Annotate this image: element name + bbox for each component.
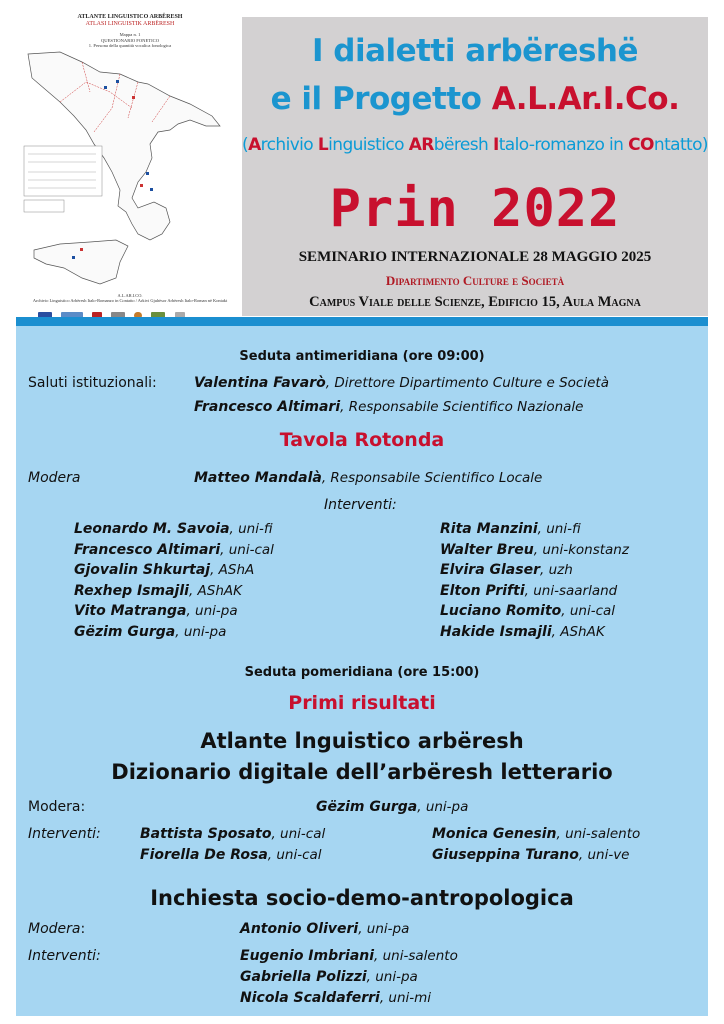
speaker-row — [240, 990, 431, 1006]
acronym-expansion — [242, 135, 708, 155]
moderator-name: Gëzim Gurga — [316, 799, 418, 815]
divider-strip — [16, 317, 708, 326]
saluti-role: , Direttore Dipartimento Culture e Società — [325, 375, 609, 391]
map-title-line1: ATLANTE LINGUISTICO ARBËRESH — [77, 14, 183, 20]
title-line2-prefix: e il Progetto — [270, 81, 492, 117]
speaker-name: Eugenio Imbriani — [240, 948, 375, 964]
acronym-part: AR — [408, 135, 434, 155]
moderator-aff: , uni-pa — [417, 799, 469, 815]
moderator-name: Antonio Oliveri — [240, 921, 359, 937]
acronym-part: bëresh — [433, 135, 493, 155]
saluti-label: Saluti istituzionali: — [28, 375, 157, 391]
saluti-row-2 — [194, 399, 583, 415]
speaker-name: Nicola Scaldaferri — [240, 990, 380, 1006]
speaker-name: Gjovalin Shkurtaj — [74, 562, 211, 579]
modera-row-3 — [240, 921, 409, 937]
speaker-row — [74, 583, 242, 599]
speaker-affiliation: , uni-cal — [561, 603, 616, 620]
saluti-name: Valentina Favarò — [194, 375, 326, 391]
project-acronym: A.L.Ar.I.Co. — [491, 81, 680, 117]
prin-title: Prin 2022 — [329, 179, 621, 239]
interventi-label: Interventi: — [324, 497, 397, 513]
saluti-row-1 — [194, 375, 609, 391]
saluti-role: , Responsabile Scientifico Nazionale — [340, 399, 584, 415]
title-line2 — [242, 81, 708, 117]
morning-heading: Seduta antimeridiana (ore 09:00) — [239, 349, 485, 364]
speaker-row — [140, 847, 322, 863]
speaker-row — [440, 583, 617, 599]
acronym-part: talo-romanzo in — [498, 135, 629, 155]
map-panel — [20, 12, 240, 316]
acronym-part: rchivio — [260, 135, 318, 155]
modera-label-3 — [28, 921, 85, 937]
results-heading: Primi risultati — [288, 692, 436, 714]
interventi-label-2: Interventi: — [28, 826, 101, 842]
speaker-name: Rexhep Ismajli — [74, 582, 189, 599]
acronym-part: CO — [628, 135, 654, 155]
speaker-row — [440, 521, 581, 537]
speaker-name: Elton Prifti — [440, 582, 525, 599]
speaker-name: Luciano Romito — [440, 603, 562, 620]
moderator-role: , Responsabile Scientifico Locale — [321, 470, 543, 486]
speaker-affiliation: , uni-cal — [271, 826, 326, 842]
topic-atlas: Atlante lnguistico arbëresh — [200, 729, 524, 753]
speaker-affiliation: , uni-cal — [220, 541, 274, 558]
speaker-name: Walter Breu — [440, 541, 534, 558]
modera-row — [194, 470, 542, 486]
speaker-row — [74, 521, 273, 537]
map-title-line2: ATLASI LINGUISTIK ARBËRESH — [85, 21, 175, 27]
map-sub-line1: Mappa n. 1 — [119, 32, 141, 37]
speaker-affiliation: , uni-salento — [374, 948, 458, 964]
speaker-affiliation: , uni-konstanz — [533, 541, 629, 558]
speaker-name: Monica Genesin — [432, 826, 557, 842]
speaker-name: Giuseppina Turano — [432, 847, 579, 863]
map-footer-line1: A.L.AR.I.CO. — [117, 293, 143, 298]
speaker-row — [74, 624, 226, 640]
speaker-affiliation: , uni-mi — [379, 990, 432, 1006]
speaker-name: Francesco Altimari — [74, 541, 221, 558]
interventi-label-3: Interventi: — [28, 948, 101, 964]
speaker-name: Fiorella De Rosa — [140, 847, 268, 863]
acronym-part: ( — [242, 135, 249, 155]
topic-dictionary: Dizionario digitale dell’arbëresh letterario — [111, 760, 613, 784]
map-sub-line3: 1. Persona della quantità vocalica fonologica — [88, 43, 172, 49]
speaker-row — [432, 847, 630, 863]
speaker-affiliation: , AShAK — [188, 582, 242, 599]
map-footer — [20, 293, 240, 303]
speaker-row — [240, 948, 458, 964]
speaker-row — [440, 624, 605, 640]
speaker-row — [74, 542, 274, 558]
speaker-affiliation: , uni-salento — [556, 826, 641, 842]
speaker-affiliation: , AShA — [210, 562, 255, 579]
venue: Campus Viale delle Scienze, Edificio 15, Aula Magna — [309, 294, 641, 310]
acronym-part: inguistico — [328, 135, 409, 155]
speaker-row — [440, 562, 573, 578]
acronym-part: ntatto) — [653, 135, 708, 155]
title-line1: I dialetti arbëreshë — [311, 33, 639, 69]
acronym-part: A — [248, 135, 261, 155]
modera-colon: : — [80, 921, 86, 937]
department-name: Dipartimento Culture e Società — [385, 273, 565, 288]
speaker-row — [440, 542, 629, 558]
topic-survey: Inchiesta socio-demo-antropologica — [150, 886, 574, 910]
speaker-row — [432, 826, 640, 842]
modera-label-2: Modera: — [28, 799, 86, 815]
moderator-aff: , uni-pa — [358, 921, 410, 937]
speaker-affiliation: , uni-pa — [175, 624, 227, 640]
saluti-name: Francesco Altimari — [194, 399, 341, 415]
italy-map-image — [20, 12, 240, 316]
acronym-part: L — [317, 135, 329, 155]
speaker-name: Elvira Glaser — [440, 562, 540, 579]
acronym-part: I — [492, 135, 499, 155]
speaker-name: Gabriella Polizzi — [240, 969, 367, 985]
map-sub-line2: QUESTIONARIO FONETICO — [100, 37, 160, 43]
speaker-affiliation: , uni-cal — [267, 847, 322, 863]
speaker-affiliation: , uni-fi — [229, 521, 273, 537]
speaker-affiliation: , uni-saarland — [524, 582, 618, 599]
speaker-name: Leonardo M. Savoia — [74, 521, 230, 537]
modera-label: Modera — [28, 470, 81, 486]
speaker-name: Vito Matranga — [74, 603, 187, 620]
speaker-row — [74, 603, 238, 619]
speaker-name: Gëzim Gurga — [74, 624, 176, 640]
modera-row-2 — [316, 799, 468, 815]
modera-text: Modera — [28, 921, 81, 937]
seminar-date: SEMINARIO INTERNAZIONALE 28 MAGGIO 2025 — [298, 249, 652, 265]
moderator-name: Matteo Mandalà — [194, 470, 322, 486]
speaker-affiliation: , uni-pa — [366, 969, 418, 985]
afternoon-heading: Seduta pomeridiana (ore 15:00) — [244, 665, 480, 680]
speaker-affiliation: , uni-fi — [537, 521, 581, 537]
speaker-row — [240, 969, 418, 985]
header-panel — [242, 17, 708, 316]
map-footer-line2: Archivio Linguistico Arbëresh Italo-Romanzo in Contatto / Arkivi Gjuhësor Arbëresh Italo-Roman në Kontakt — [32, 298, 228, 304]
speaker-name: Battista Sposato — [140, 826, 272, 842]
speaker-row — [74, 562, 254, 578]
speaker-name: Hakide Ismajli — [440, 624, 552, 640]
speaker-row — [440, 603, 615, 619]
sponsor-logos — [38, 305, 228, 315]
speaker-affiliation: , uni-pa — [186, 603, 238, 620]
speaker-name: Rita Manzini — [440, 521, 538, 537]
speaker-affiliation: , uzh — [539, 562, 573, 579]
speaker-row — [140, 826, 325, 842]
speaker-affiliation: , AShAK — [551, 624, 605, 640]
speaker-affiliation: , uni-ve — [578, 847, 630, 863]
round-table-heading: Tavola Rotonda — [279, 429, 445, 451]
